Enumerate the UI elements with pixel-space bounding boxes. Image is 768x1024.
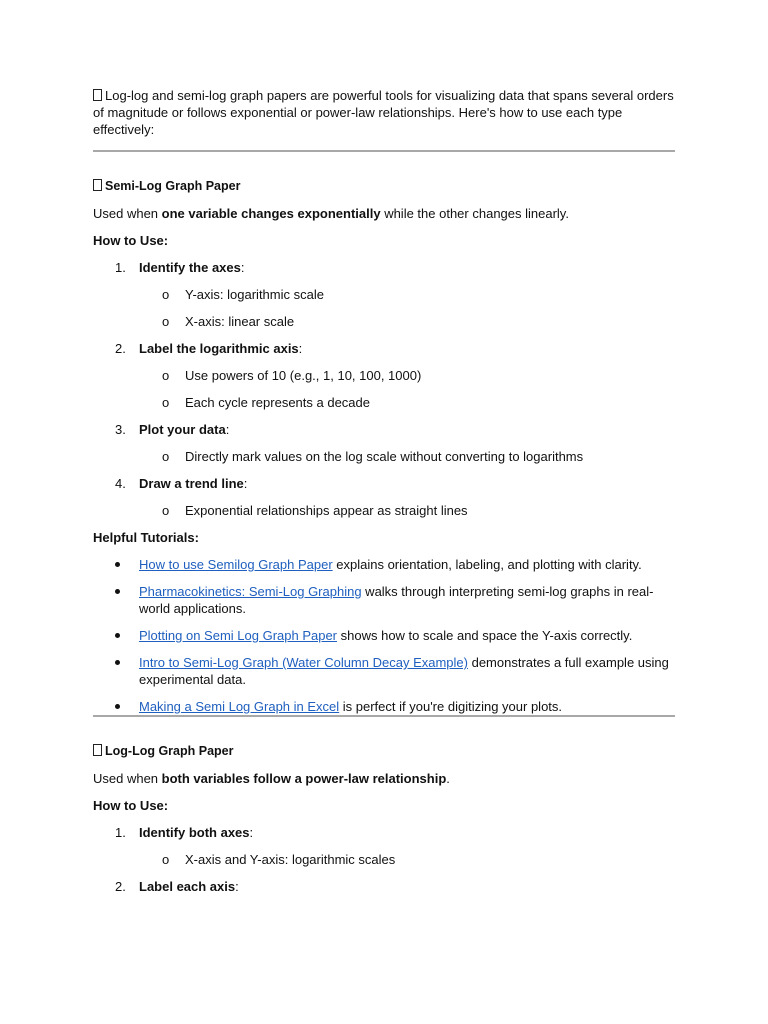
tutorial-link[interactable]: Pharmacokinetics: Semi-Log Graphing	[139, 584, 362, 599]
sub-item: o Exponential relationships appear as straight lines	[162, 503, 468, 518]
step-item: 1. Identify both axes:	[115, 825, 254, 840]
semi-log-steps	[93, 259, 675, 519]
step-item: 4. Draw a trend line:	[115, 476, 248, 491]
tutorial-link[interactable]: Making a Semi Log Graph in Excel	[139, 699, 340, 714]
helpful-tutorials-heading: Helpful Tutorials:	[93, 530, 199, 545]
section-title-log-log: Log-Log Graph Paper	[93, 743, 675, 760]
tutorial-link[interactable]: How to use Semilog Graph Paper	[139, 557, 333, 572]
tutorial-list	[93, 556, 675, 715]
section-title-semi-log: Semi-Log Graph Paper	[93, 178, 675, 195]
bullet-icon	[115, 562, 120, 567]
sub-item: o Each cycle represents a decade	[162, 395, 370, 410]
tutorial-item: Intro to Semi-Log Graph (Water Column Decay Example) demonstrates a full example using experimental data.	[93, 654, 675, 688]
bullet-icon	[115, 633, 120, 638]
tutorial-item: Pharmacokinetics: Semi-Log Graphing walks through interpreting semi-log graphs in real-world applications.	[93, 583, 675, 617]
how-to-use-heading: How to Use:	[93, 233, 169, 248]
step-item: 1. Identify the axes:	[115, 260, 245, 275]
box-icon	[93, 179, 102, 191]
tutorial-item: How to use Semilog Graph Paper explains orientation, labeling, and plotting with clarity.	[93, 556, 675, 573]
how-to-use-heading: How to Use:	[93, 798, 169, 813]
tutorial-item: Making a Semi Log Graph in Excel is perfect if you're digitizing your plots.	[93, 698, 675, 715]
divider	[93, 715, 675, 717]
intro-text: Log-log and semi-log graph papers are powerful tools for visualizing data that spans several orders of magnitude or follows exponential or power-law relationships. Here's how to use each type effectively:	[93, 88, 674, 137]
sub-item: o X-axis and Y-axis: logarithmic scales	[162, 852, 396, 867]
sub-item: o Y-axis: logarithmic scale	[162, 287, 324, 302]
used-when-log-log: Used when both variables follow a power-law relationship.	[93, 771, 450, 786]
divider	[93, 150, 675, 152]
sub-item: o X-axis: linear scale	[162, 314, 295, 329]
tutorial-link[interactable]: Plotting on Semi Log Graph Paper	[139, 628, 338, 643]
sub-item: o Directly mark values on the log scale without converting to logarithms	[162, 449, 584, 464]
bullet-icon	[115, 660, 120, 665]
step-item: 3. Plot your data:	[115, 422, 230, 437]
box-icon	[93, 89, 102, 101]
box-icon	[93, 744, 102, 756]
tutorial-link[interactable]: Intro to Semi-Log Graph (Water Column Decay Example)	[139, 655, 468, 670]
used-when-semi-log: Used when one variable changes exponentially while the other changes linearly.	[93, 206, 569, 221]
step-item: 2. Label each axis:	[115, 879, 239, 894]
bullet-icon	[115, 704, 120, 709]
sub-item: o Use powers of 10 (e.g., 1, 10, 100, 1000)	[162, 368, 422, 383]
tutorial-item: Plotting on Semi Log Graph Paper shows how to scale and space the Y-axis correctly.	[93, 627, 675, 644]
log-log-steps	[93, 824, 675, 895]
document-page	[93, 87, 675, 895]
intro-paragraph	[93, 87, 675, 138]
step-item: 2. Label the logarithmic axis:	[115, 341, 303, 356]
bullet-icon	[115, 589, 120, 594]
